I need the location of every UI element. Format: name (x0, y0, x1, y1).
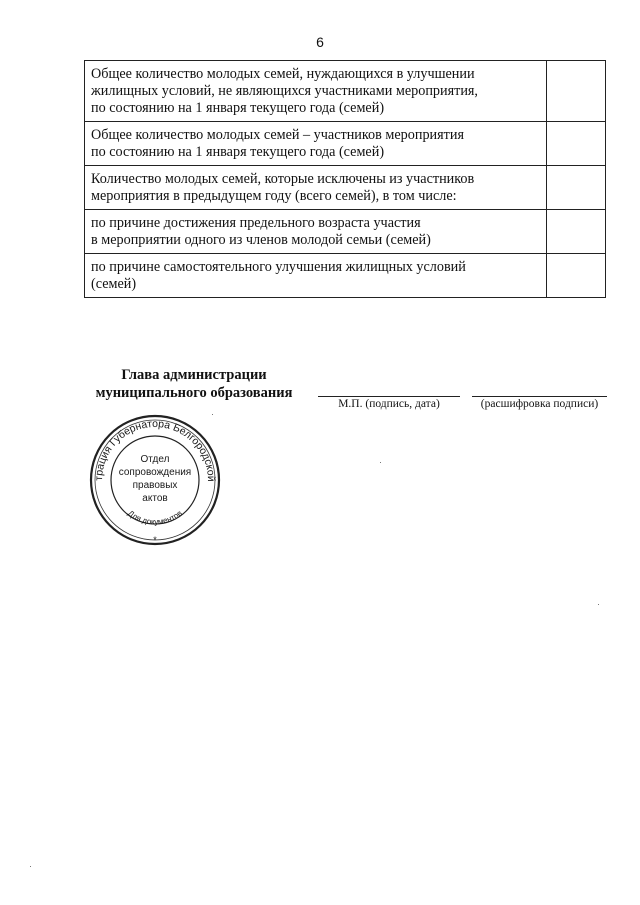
decoding-line (472, 396, 607, 397)
stamp-outer-text: трация Губернатора Белгородской (92, 417, 218, 482)
table-row (85, 61, 606, 122)
table-row (85, 210, 606, 254)
row-value-cell (547, 166, 606, 210)
row-value-cell (547, 61, 606, 122)
row-label-excluded-total: Количество молодых семей, которые исключены из участников мероприятия в предыдущем году (всего семей), в том числе: (85, 166, 547, 210)
stamp-center-line: сопровождения (118, 467, 192, 478)
row-value-cell (547, 122, 606, 166)
official-stamp (86, 410, 224, 550)
decoding-caption: (расшифровка подписи) (480, 398, 599, 410)
row-label-unimproved-not-participants: Общее количество молодых семей, нуждающихся в улучшении жилищных условий, не являющихся участниками мероприятия, по состоянию на 1 января текущего года (семей) (85, 61, 547, 122)
signature-caption: М.П. (подпись, дата) (338, 398, 440, 410)
stamp-center-line: Отдел (140, 454, 170, 465)
scan-speck (30, 866, 31, 867)
table-row (85, 122, 606, 166)
page-number: 6 (316, 34, 324, 50)
report-table (84, 60, 606, 298)
stamp-star: * (153, 535, 157, 545)
scan-speck (212, 414, 213, 415)
signatory-title: Глава администрации муниципального образования (95, 367, 293, 401)
stamp-center-line: актов (142, 493, 168, 504)
row-value-cell (547, 254, 606, 298)
row-value-cell (547, 210, 606, 254)
table-row (85, 166, 606, 210)
scan-speck (598, 604, 599, 605)
row-label-excluded-age: по причине достижения предельного возраста участия в мероприятии одного из членов молодой семьи (семей) (85, 210, 547, 254)
row-label-excluded-self-improved: по причине самостоятельного улучшения жилищных условий (семей) (85, 254, 547, 298)
scan-speck (380, 462, 381, 463)
table-row (85, 254, 606, 298)
stamp-bottom-text: Для документов (126, 508, 184, 527)
row-label-participants-total: Общее количество молодых семей – участников мероприятия по состоянию на 1 января текущего года (семей) (85, 122, 547, 166)
stamp-center-line: правовых (132, 480, 178, 491)
signature-line (318, 396, 460, 397)
